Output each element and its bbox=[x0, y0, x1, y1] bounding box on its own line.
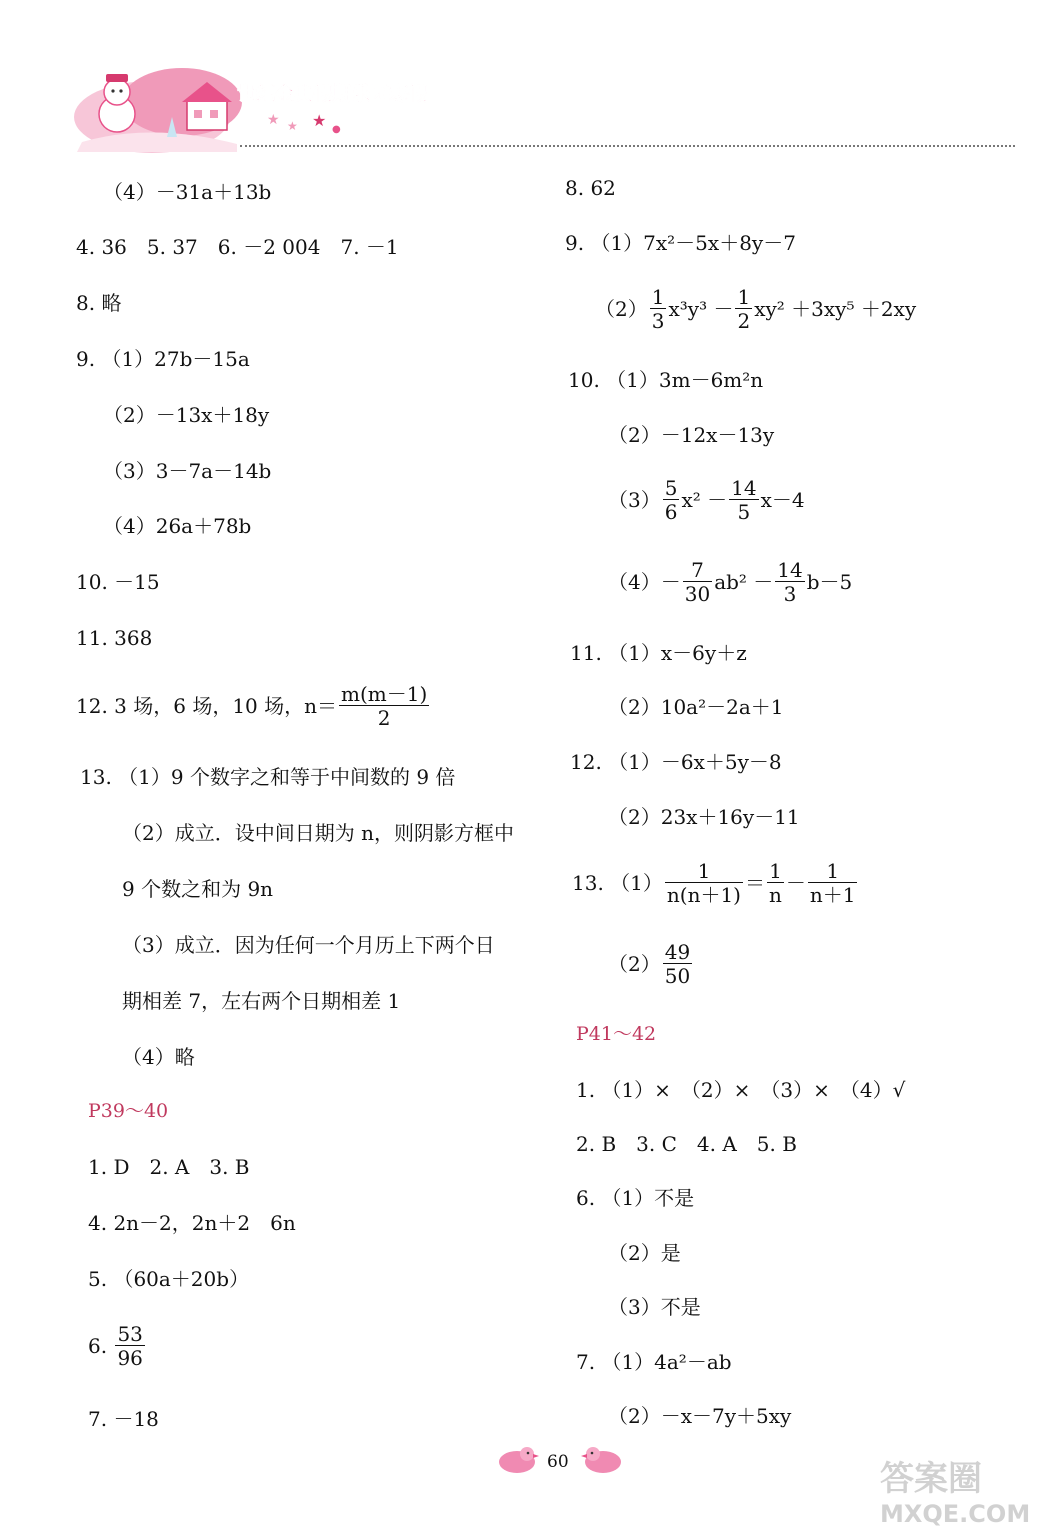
answer-line-fraction bbox=[608, 560, 852, 604]
fraction-numerator: 1 bbox=[767, 861, 784, 883]
answer-line: （2）－x－7y＋5xy bbox=[608, 1404, 792, 1428]
answer-line: （2）－12x－13y bbox=[608, 423, 775, 447]
bird-left-icon bbox=[495, 1442, 539, 1476]
fraction-numerator: 1 bbox=[737, 285, 751, 309]
fraction-denominator: 5 bbox=[737, 500, 751, 524]
star-decoration-icon bbox=[267, 111, 341, 135]
answer-line: 期相差 7，左右两个日期相差 1 bbox=[122, 989, 401, 1013]
answer-line: （4）略 bbox=[122, 1045, 195, 1069]
fraction bbox=[663, 942, 692, 986]
answer-line: （3）3－7a－14b bbox=[103, 459, 272, 483]
fraction-denominator: 2 bbox=[737, 309, 751, 333]
answer-line: 10. （1）3m－6m²n bbox=[568, 368, 764, 392]
answer-line-fraction bbox=[595, 287, 916, 331]
answer-line: 4. 2n－2，2n＋2 6n bbox=[88, 1211, 296, 1235]
answer-text: 13. （1） bbox=[572, 871, 663, 895]
answer-line: （2）23x＋16y－11 bbox=[608, 805, 800, 829]
answer-line: 13. （1）9 个数字之和等于中间数的 9 倍 bbox=[80, 765, 456, 789]
fraction bbox=[735, 287, 752, 331]
answer-line-fraction bbox=[608, 942, 694, 986]
fraction-numerator: 7 bbox=[683, 560, 712, 582]
answer-line: （4）26a＋78b bbox=[103, 514, 252, 538]
answer-text: 12. 3 场，6 场，10 场，n＝ bbox=[76, 694, 338, 718]
answer-text: 6. bbox=[88, 1334, 108, 1358]
fraction-numerator: 53 bbox=[117, 1322, 143, 1346]
answer-line: 9. （1）27b－15a bbox=[76, 347, 250, 371]
answer-line-fraction bbox=[88, 1324, 147, 1368]
answer-line-fraction bbox=[608, 478, 805, 522]
watermark-text: 答案圈 bbox=[880, 1459, 982, 1499]
answer-text: x－4 bbox=[760, 488, 805, 512]
answer-line: 10. －15 bbox=[76, 570, 160, 594]
fraction-denominator: 50 bbox=[664, 964, 691, 988]
fraction-numerator: 1 bbox=[651, 285, 665, 309]
header-banner bbox=[72, 62, 472, 154]
answer-text: ab² － bbox=[714, 570, 774, 594]
answer-text: b－5 bbox=[806, 570, 853, 594]
fraction-denominator: n＋1 bbox=[809, 883, 856, 907]
fraction-numerator: 1 bbox=[665, 861, 743, 883]
answer-line: 12. （1）－6x＋5y－8 bbox=[570, 750, 782, 774]
fraction bbox=[663, 478, 680, 522]
answer-text: x³y³ － bbox=[668, 297, 734, 321]
fraction-numerator: m(m－1) bbox=[341, 682, 428, 706]
fraction-numerator: 49 bbox=[664, 940, 691, 964]
fraction-denominator: 96 bbox=[117, 1346, 143, 1370]
fraction bbox=[683, 560, 712, 604]
answer-line: 8. 62 bbox=[565, 176, 616, 200]
answer-line: 8. 略 bbox=[76, 291, 122, 315]
fraction bbox=[767, 861, 784, 905]
page-number: 60 bbox=[547, 1452, 569, 1472]
fraction bbox=[808, 861, 858, 905]
answer-line: 9. （1）7x²－5x＋8y－7 bbox=[565, 231, 796, 255]
fraction-denominator: 3 bbox=[783, 582, 797, 606]
fraction-numerator: 14 bbox=[731, 476, 757, 500]
fraction bbox=[665, 861, 743, 905]
fraction-denominator: 2 bbox=[377, 706, 391, 730]
answer-line-fraction bbox=[76, 684, 431, 728]
fraction-denominator: n bbox=[768, 883, 782, 907]
answer-line: （3）成立．因为任何一个月历上下两个日 bbox=[122, 933, 495, 957]
answer-line: （2）是 bbox=[608, 1241, 681, 1265]
answer-line: 6. （1）不是 bbox=[576, 1186, 695, 1210]
fraction-denominator: 30 bbox=[684, 582, 711, 606]
fraction bbox=[729, 478, 758, 522]
answer-line: 4. 36 5. 37 6. －2 004 7. －1 bbox=[76, 235, 399, 259]
answer-line: 2. B 3. C 4. A 5. B bbox=[576, 1132, 797, 1156]
fraction-numerator: 14 bbox=[777, 558, 803, 582]
answer-line: （3）不是 bbox=[608, 1295, 701, 1319]
answer-line: 1. （1）× （2）× （3）× （4）√ bbox=[576, 1078, 906, 1102]
answer-line: 11. （1）x－6y＋z bbox=[570, 641, 747, 665]
section-page-label: P41～42 bbox=[576, 1023, 657, 1045]
section-page-label: P39～40 bbox=[88, 1100, 169, 1122]
watermark-logo bbox=[870, 1450, 1040, 1530]
header-title: 世纪金典假期乐园寒假 bbox=[237, 83, 428, 105]
answer-text: xy² ＋3xy⁵ ＋2xy bbox=[754, 297, 917, 321]
answer-line: 1. D 2. A 3. B bbox=[88, 1155, 250, 1179]
svg-text:★: ★ bbox=[312, 111, 327, 130]
fraction bbox=[775, 560, 804, 604]
svg-text:★: ★ bbox=[287, 119, 298, 133]
fraction-numerator: 1 bbox=[808, 861, 858, 883]
answer-line: 11. 368 bbox=[76, 626, 153, 650]
answer-text: x² － bbox=[681, 488, 728, 512]
answer-line: （2）成立．设中间日期为 n，则阴影方框中 bbox=[122, 821, 514, 845]
answer-text: － bbox=[785, 871, 806, 895]
answer-line: 9 个数之和为 9n bbox=[122, 877, 274, 901]
answer-line: 5. （60a＋20b） bbox=[88, 1267, 250, 1291]
bird-right-icon bbox=[581, 1442, 625, 1476]
answer-text: （3） bbox=[608, 488, 661, 512]
fraction bbox=[650, 287, 667, 331]
snowman-scene-illustration bbox=[74, 68, 242, 153]
fraction-denominator: 3 bbox=[651, 309, 665, 333]
answer-text: （2） bbox=[595, 297, 648, 321]
answer-line-fraction bbox=[572, 861, 859, 905]
fraction bbox=[115, 1324, 144, 1368]
answer-line: （2）10a²－2a＋1 bbox=[608, 695, 784, 719]
svg-text:●: ● bbox=[332, 124, 341, 135]
fraction-denominator: 6 bbox=[664, 500, 678, 524]
answer-text: （4）－ bbox=[608, 570, 681, 594]
watermark-url: MXQE.COM bbox=[880, 1500, 1031, 1528]
fraction-denominator: n(n＋1) bbox=[666, 883, 741, 907]
answer-text: ＝ bbox=[744, 871, 765, 895]
page-footer bbox=[495, 1440, 625, 1480]
answer-line: （2）－13x＋18y bbox=[103, 403, 270, 427]
fraction-numerator: 5 bbox=[664, 476, 678, 500]
svg-text:★: ★ bbox=[267, 112, 280, 128]
answer-line: （4）－31a＋13b bbox=[103, 180, 272, 204]
answer-line: 7. （1）4a²－ab bbox=[576, 1350, 732, 1374]
answer-text: （2） bbox=[608, 952, 661, 976]
header-dotted-divider bbox=[240, 145, 1015, 147]
fraction bbox=[339, 684, 429, 728]
answer-line: 7. －18 bbox=[88, 1407, 159, 1431]
